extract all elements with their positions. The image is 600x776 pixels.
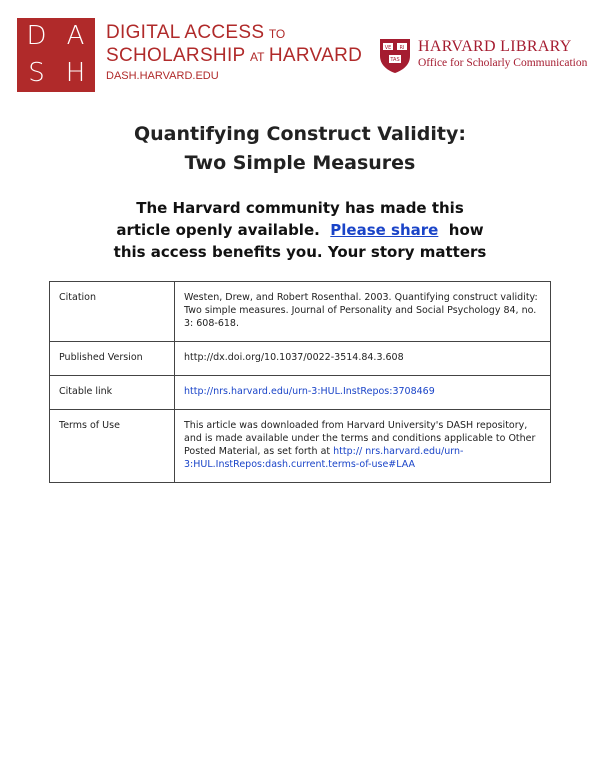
share-text: article openly available.	[116, 221, 320, 239]
terms-of-use-link[interactable]: http:// nrs.harvard.edu/urn-3:HUL.InstRepos:dash.current.terms-of-use#LAA	[184, 446, 464, 470]
dash-logo-letter: H	[65, 58, 86, 88]
terms-of-use-text: This article was downloaded from Harvard University's DASH repository, and is made available under the terms and conditions applicable to Other Posted Material, as set forth at	[184, 420, 536, 457]
please-share-link[interactable]: Please share	[330, 221, 439, 239]
dash-logo-letter: S	[28, 58, 45, 88]
metadata-table	[49, 281, 551, 483]
dash-title-part: TO	[268, 27, 286, 41]
dash-logo-letter: D	[26, 21, 47, 51]
table-row	[50, 410, 551, 483]
harvard-library-subtitle: Office for Scholarly Communication	[418, 57, 588, 69]
dash-title-part: HARVARD	[268, 45, 363, 66]
published-version-value: http://dx.doi.org/10.1037/0022-3514.84.3.608	[175, 342, 551, 376]
harvard-shield-icon	[379, 38, 411, 74]
published-version-label: Published Version	[50, 342, 175, 376]
dash-logo	[17, 18, 95, 92]
dash-title-part: AT	[249, 50, 265, 64]
dash-url-link[interactable]: DASH.HARVARD.EDU	[106, 70, 219, 82]
citable-link-label: Citable link	[50, 376, 175, 410]
citation-value: Westen, Drew, and Robert Rosenthal. 2003. Quantifying construct validity: Two simple measures. Journal of Personality and Social Psychology 84, no. 3: 608-618.	[175, 282, 551, 342]
terms-of-use-label: Terms of Use	[50, 410, 175, 483]
table-row	[50, 342, 551, 376]
dash-logo-letter: A	[66, 21, 85, 51]
harvard-library-title: HARVARD LIBRARY	[418, 38, 572, 55]
citable-link[interactable]: http://nrs.harvard.edu/urn-3:HUL.InstRepos:3708469	[184, 386, 435, 397]
citation-label: Citation	[50, 282, 175, 342]
share-line: The Harvard community has made this	[136, 199, 464, 217]
shield-letters: VE	[384, 45, 392, 51]
title-line: Two Simple Measures	[184, 152, 416, 174]
dash-title-part: SCHOLARSHIP	[106, 45, 246, 66]
shield-letters: RI	[399, 45, 405, 51]
shield-letters: TAS	[390, 57, 400, 63]
share-text: how	[448, 221, 484, 239]
dash-title-part: DIGITAL ACCESS	[106, 22, 265, 43]
table-row	[50, 376, 551, 410]
page-title	[0, 120, 600, 178]
dash-title	[106, 22, 362, 68]
title-line: Quantifying Construct Validity:	[134, 123, 466, 145]
share-message	[0, 197, 600, 263]
share-line: this access benefits you. Your story matters	[113, 243, 487, 261]
table-row	[50, 282, 551, 342]
